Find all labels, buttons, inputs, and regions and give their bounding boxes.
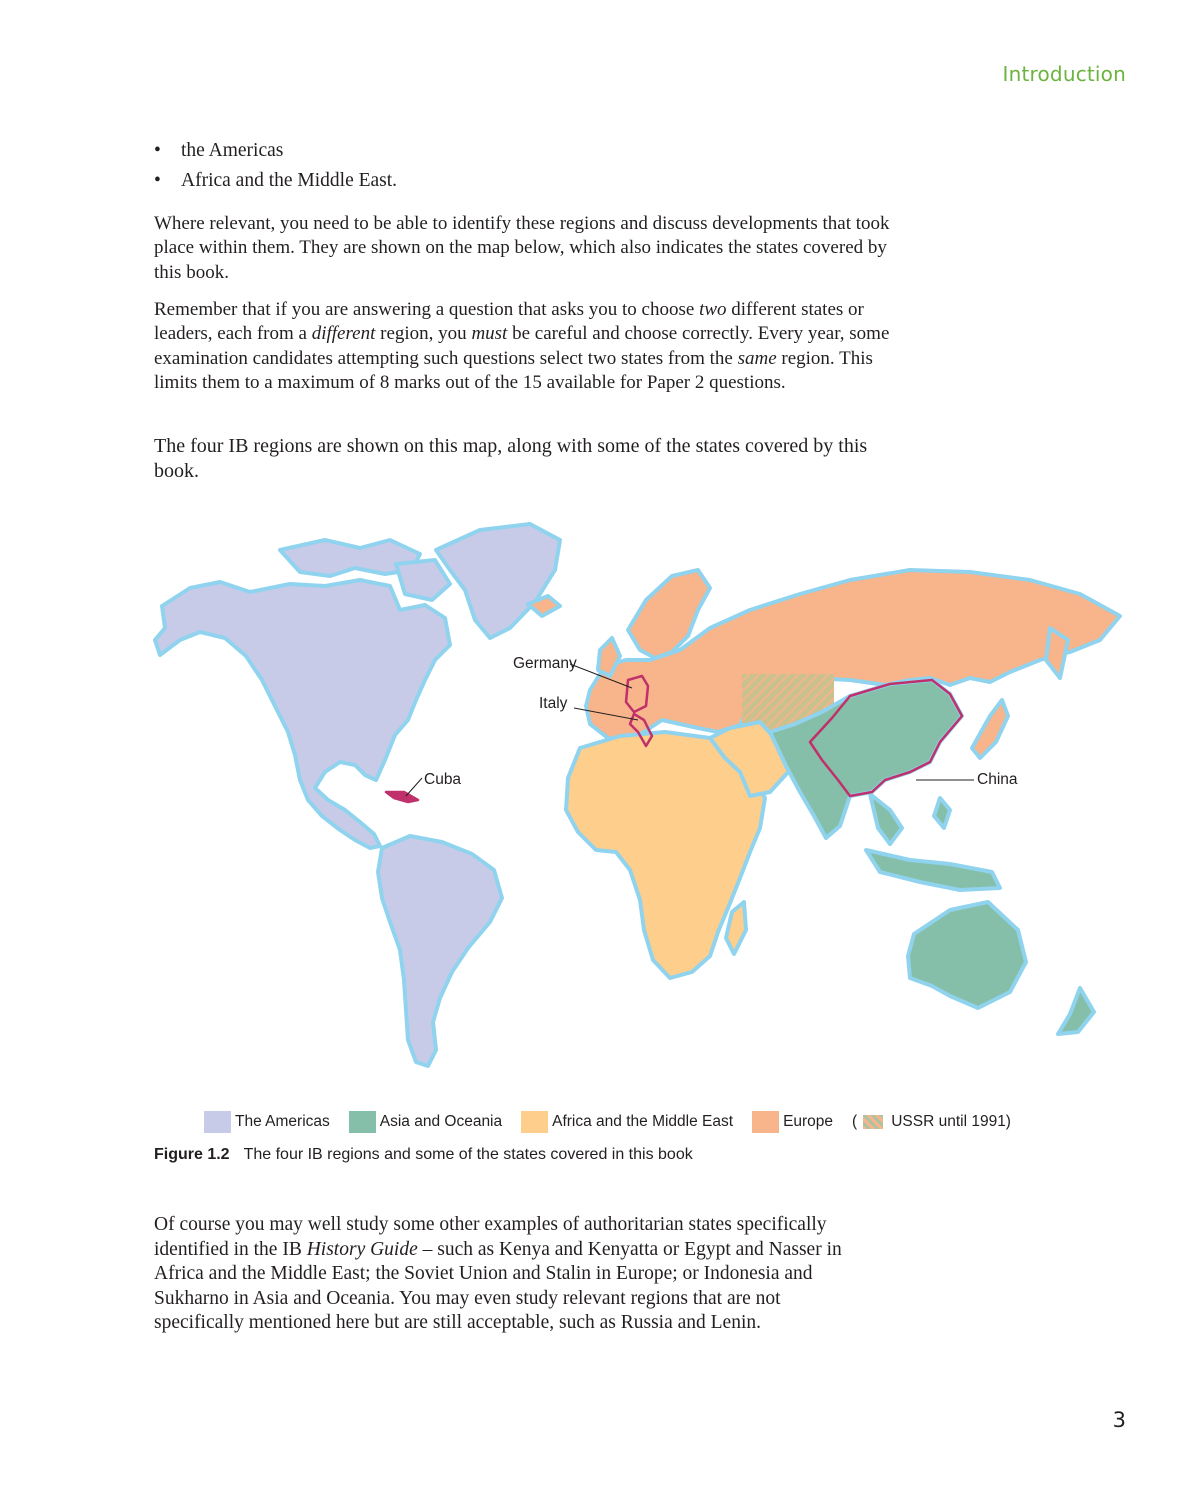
australia-shape bbox=[908, 902, 1026, 1008]
legend-swatch-africa bbox=[521, 1111, 548, 1133]
north-america-shape bbox=[155, 580, 450, 848]
paragraph-other-examples: Of course you may well study some other examples of authoritarian states specifically identified in the IB History Guide – such as Kenya and Kenyatta or Egypt and Nasser in Africa and the Middle East; the Soviet Union and Stalin in Europe; or Indonesia and Sukharno in Asia and Oceania. You may even study relevant regions that are not specifically mentioned here but are still acceptable, such as Russia and Lenin. bbox=[154, 1214, 842, 1334]
figure-label: Figure 1.2 bbox=[154, 1146, 230, 1163]
legend-swatch-americas bbox=[204, 1111, 231, 1133]
bullet-icon: • bbox=[154, 170, 161, 191]
figure-caption bbox=[154, 1146, 693, 1164]
indonesia-shape bbox=[866, 850, 1000, 890]
region-bullet-list bbox=[154, 137, 397, 197]
legend-item-americas: The Americas bbox=[204, 1111, 330, 1133]
list-item-text: the Americas bbox=[181, 140, 284, 161]
world-map bbox=[150, 510, 1130, 1080]
legend-item-ussr: ( USSR until 1991) bbox=[852, 1113, 1011, 1130]
legend-item-africa: Africa and the Middle East bbox=[521, 1111, 733, 1133]
map-legend bbox=[204, 1110, 1030, 1134]
cuba-label: Cuba bbox=[424, 771, 462, 788]
paragraph-regions: Where relevant, you need to be able to identify these regions and discuss developments that took place within them. They are shown on the map below, which also indicates the states covered by this book. bbox=[154, 213, 890, 283]
paragraph-map-intro: The four IB regions are shown on this map, along with some of the states covered by this book. bbox=[154, 435, 868, 482]
kamchatka-shape bbox=[1046, 628, 1068, 678]
baffin-island bbox=[396, 560, 450, 600]
legend-swatch-ussr bbox=[863, 1115, 883, 1129]
list-item-text: Africa and the Middle East. bbox=[181, 170, 398, 191]
africa-middle-east-region bbox=[566, 722, 790, 978]
china-label: China bbox=[977, 771, 1018, 788]
bullet-icon: • bbox=[154, 140, 161, 161]
running-header: Introduction bbox=[1002, 62, 1126, 86]
south-america-shape bbox=[378, 836, 502, 1066]
legend-swatch-asia bbox=[349, 1111, 376, 1133]
philippines-shape bbox=[934, 798, 950, 828]
legend-swatch-europe bbox=[752, 1111, 779, 1133]
list-item bbox=[154, 167, 397, 197]
page-number: 3 bbox=[1112, 1408, 1126, 1432]
legend-item-asia: Asia and Oceania bbox=[349, 1111, 502, 1133]
legend-item-europe: Europe bbox=[752, 1111, 833, 1133]
figure-caption-text: The four IB regions and some of the states covered in this book bbox=[243, 1146, 693, 1163]
germany-label: Germany bbox=[513, 655, 577, 672]
paragraph-exam-advice: Remember that if you are answering a question that asks you to choose two different states or leaders, each from a different region, you must be careful and choose correctly. Every year, some examination candidates attempting such questions select two states from the same region. This limits them to a maximum of 8 marks out of the 15 available for Paper 2 questions. bbox=[154, 299, 890, 393]
cuba-leader-line bbox=[406, 778, 422, 796]
greenland-shape bbox=[436, 524, 560, 638]
new-zealand-shape bbox=[1058, 988, 1094, 1034]
southeast-asia-shape bbox=[870, 794, 902, 844]
cuba-shape bbox=[386, 792, 418, 802]
list-item bbox=[154, 137, 397, 167]
americas-region bbox=[155, 524, 560, 1066]
italy-label: Italy bbox=[539, 695, 568, 712]
japan-shape bbox=[972, 700, 1008, 758]
